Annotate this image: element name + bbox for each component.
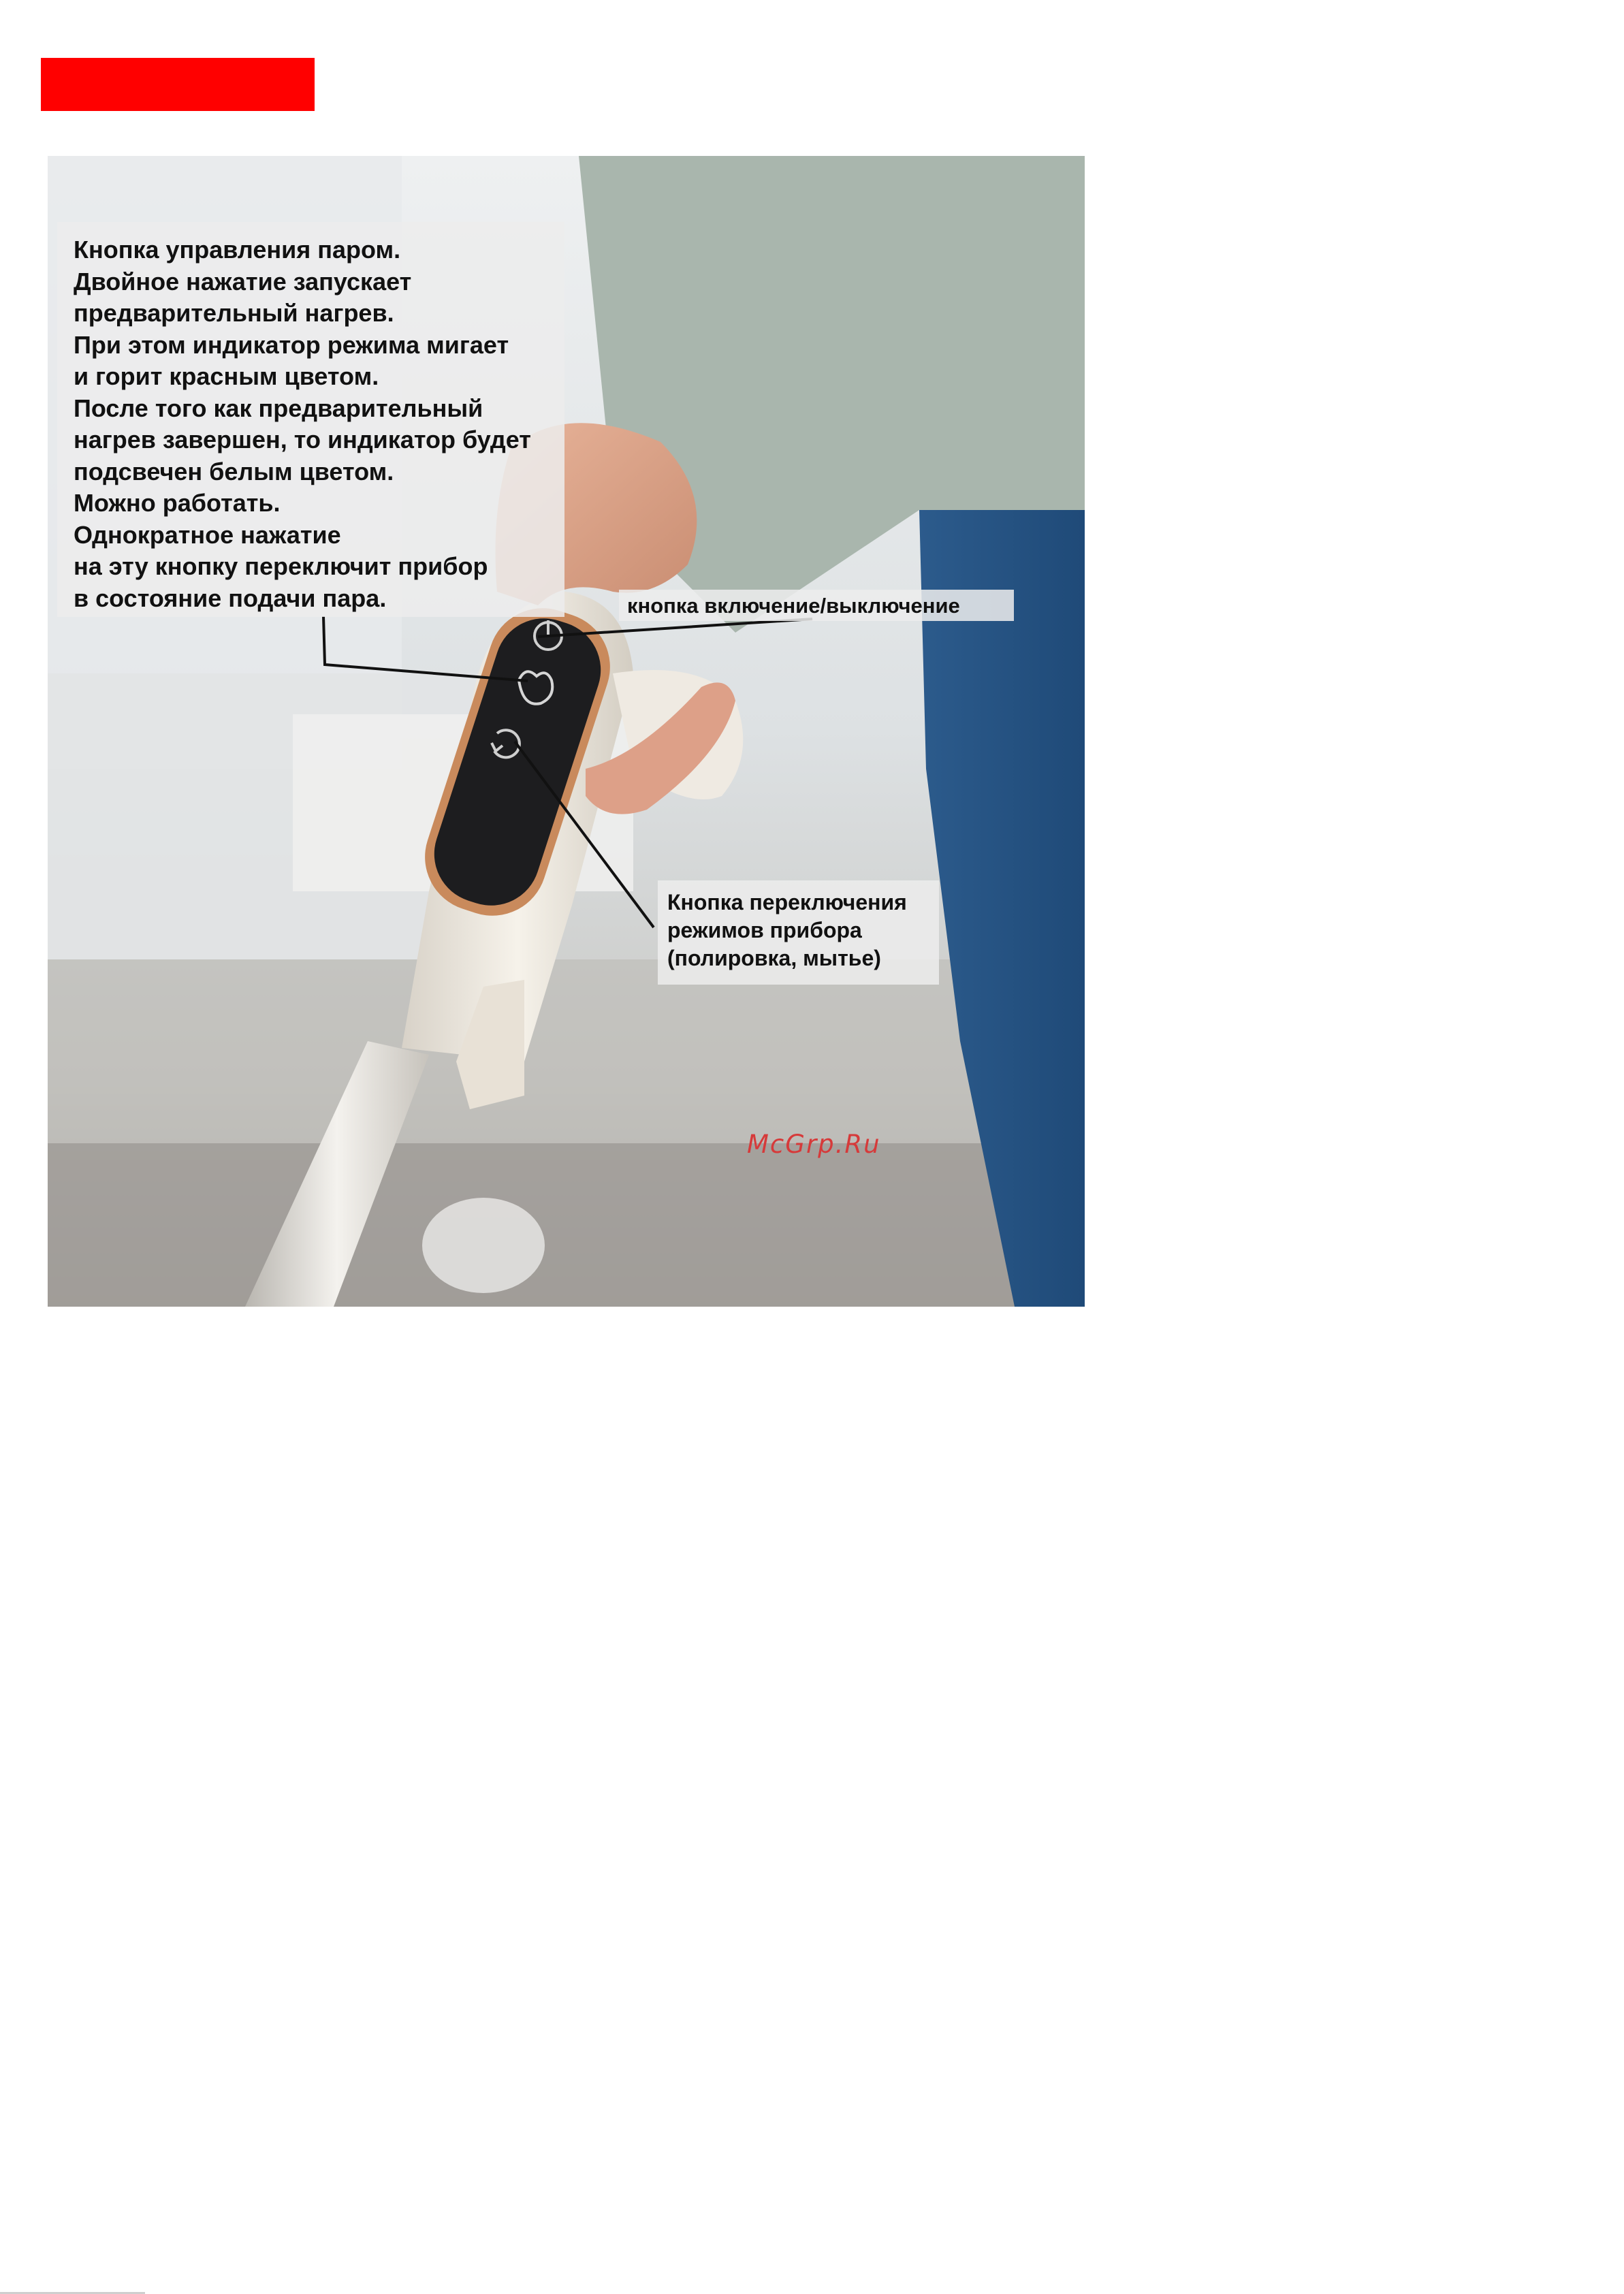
callout-line: Можно работать. <box>74 489 281 517</box>
callout-line: подсвечен белым цветом. <box>74 457 394 485</box>
callout-line: После того как предварительный <box>74 394 483 422</box>
callout-line: в состояние подачи пара. <box>74 584 387 612</box>
callout-line: Кнопка переключения <box>667 890 907 914</box>
callout-line: Кнопка управления паром. <box>74 236 401 264</box>
callout-line: режимов прибора <box>667 918 862 942</box>
callout-line: Однократное нажатие <box>74 520 341 549</box>
callout-power-button <box>619 590 1014 621</box>
callout-line: При этом индикатор режима мигает <box>74 330 509 359</box>
product-photo <box>48 156 1085 1307</box>
callout-line: нагрев завершен, то индикатор будет <box>74 426 531 453</box>
red-header-bar <box>41 58 315 111</box>
callout-steam-button <box>57 222 564 617</box>
callout-power-label: кнопка включение/выключение <box>627 594 960 618</box>
callout-line: Двойное нажатие запускает <box>74 267 412 296</box>
watermark: McGrp.Ru <box>747 1130 881 1159</box>
callout-line: на эту кнопку переключит прибор <box>74 552 488 580</box>
callout-mode-button <box>658 880 939 985</box>
callout-line: предварительный нагрев. <box>74 299 394 327</box>
callout-line: и горит красным цветом. <box>74 362 379 390</box>
callout-line: (полировка, мытье) <box>667 946 881 970</box>
